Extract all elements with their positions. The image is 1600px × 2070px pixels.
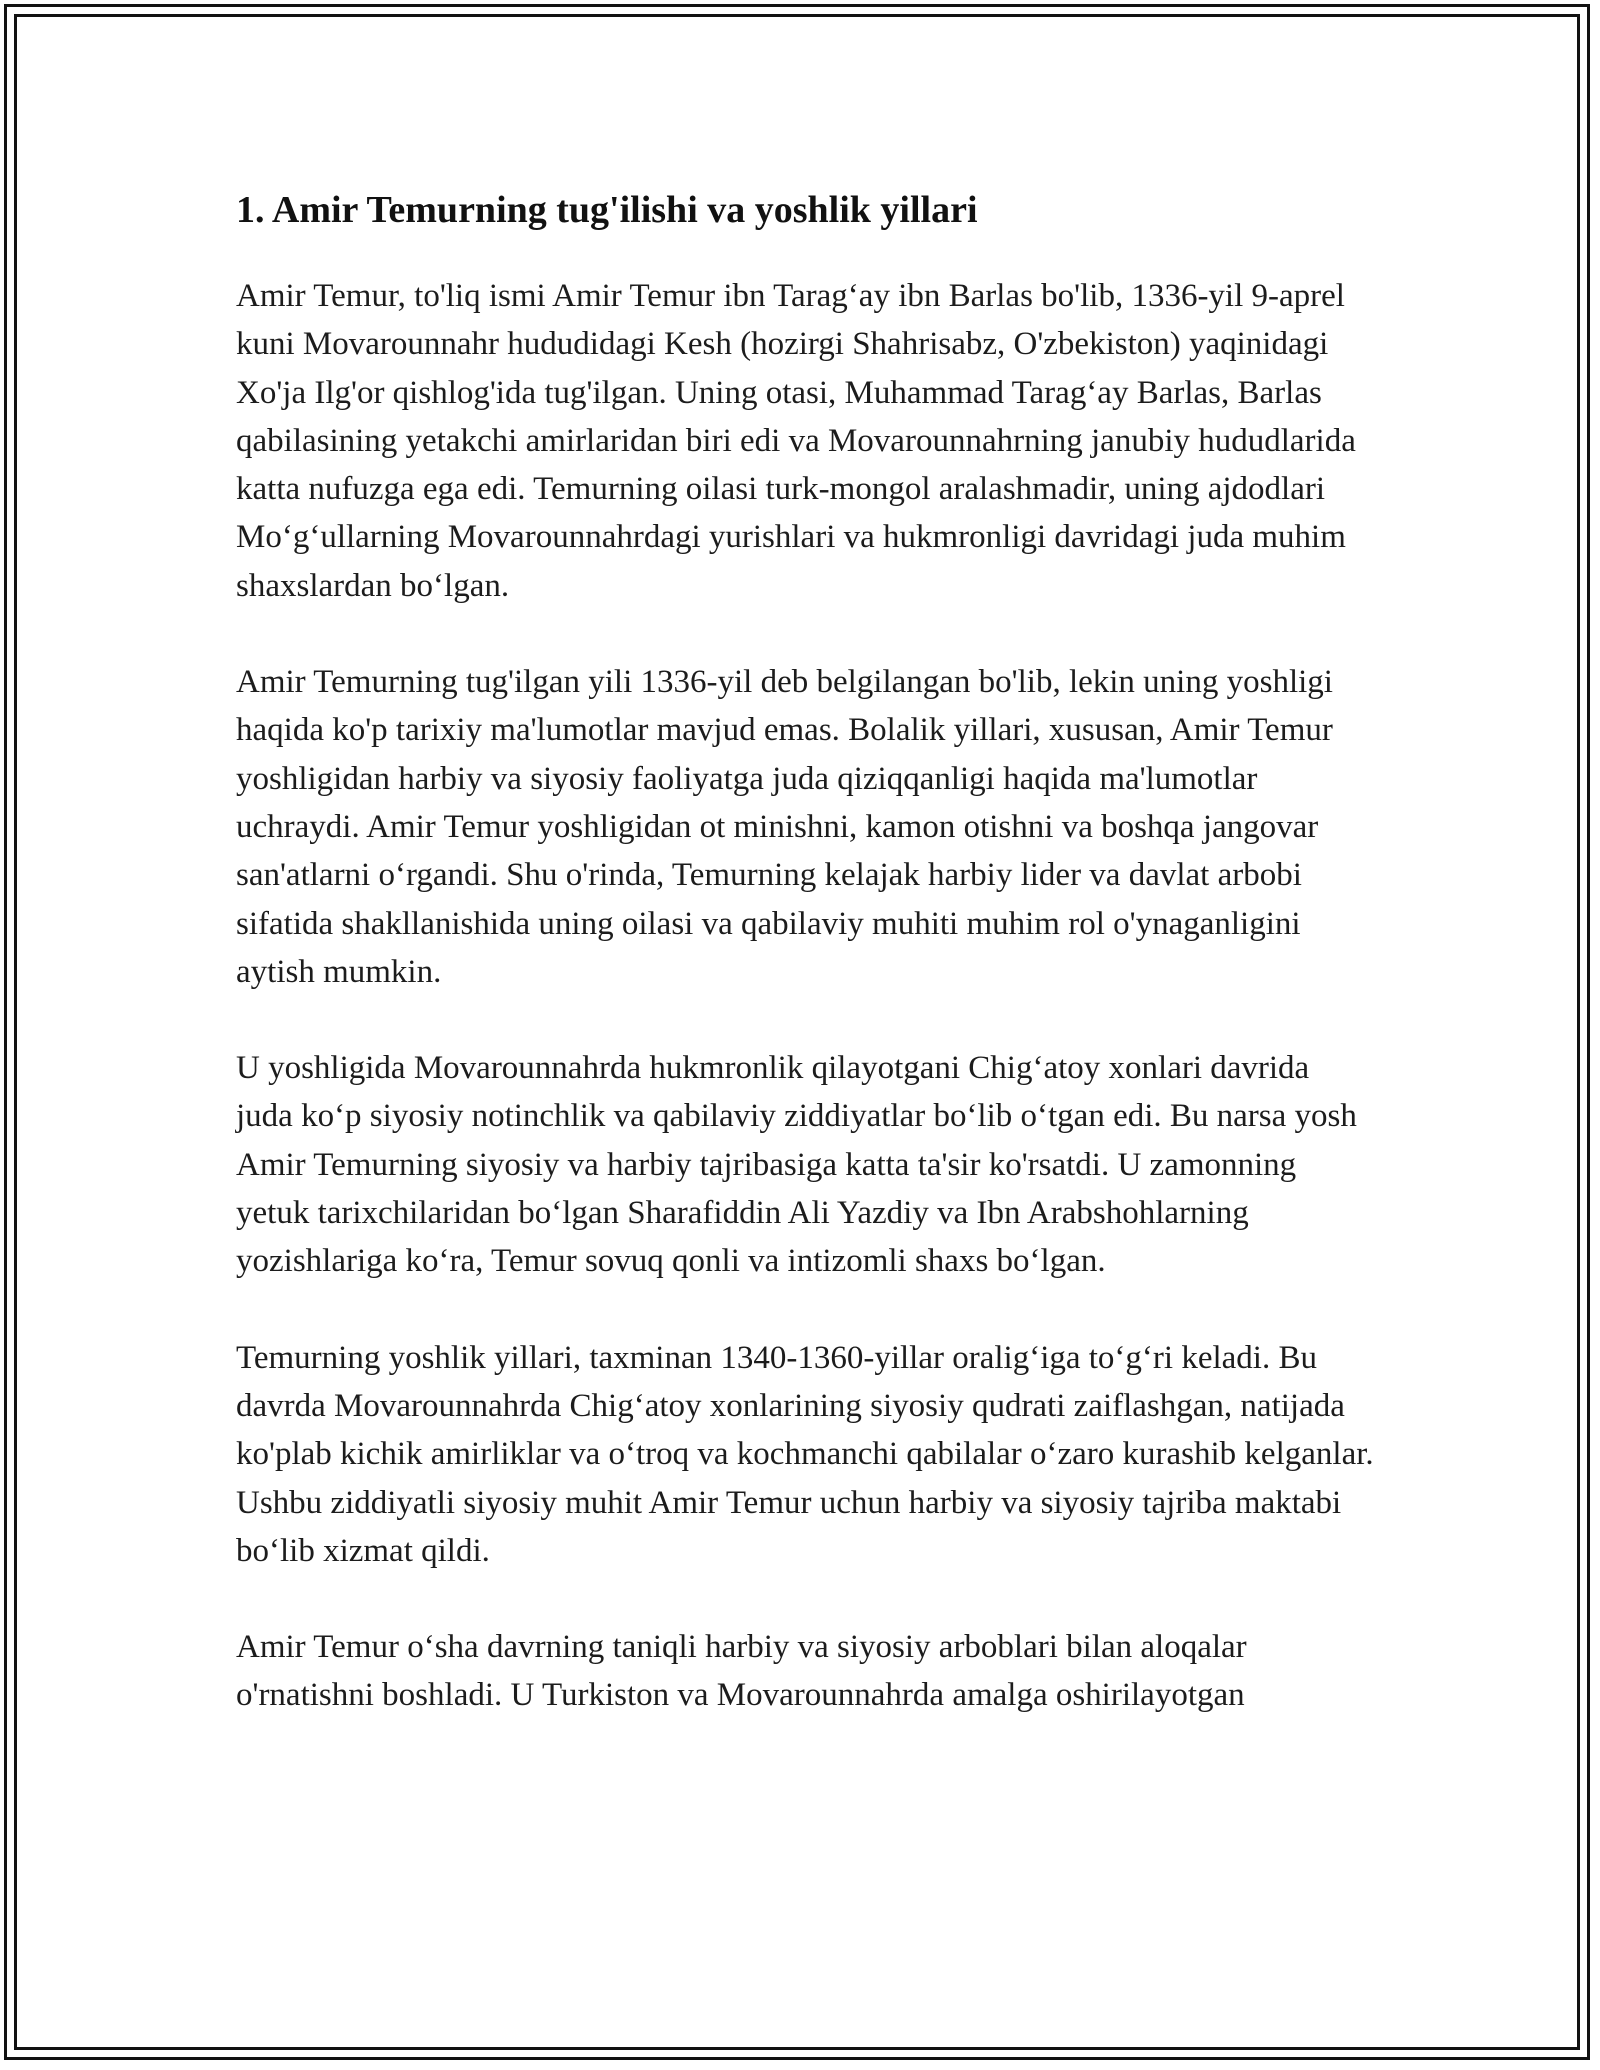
document-body (236, 186, 1374, 1720)
section-heading: 1. Amir Temurning tug'ilishi va yoshlik yillari (236, 189, 978, 231)
paragraph-connections: Amir Temur o‘sha davrning taniqli harbiy va siyosiy arboblari bilan aloqalar o'rnatishni boshladi. U Turkiston va Movarounnahrda amalga oshirilayotgan (236, 1629, 1247, 1714)
paragraph-political-context: U yoshligida Movarounnahrda hukmronlik qilayotgani Chig‘atoy xonlari davrida juda ko‘p siyosiy notinchlik va qabilaviy ziddiyatlar bo‘lib o‘tgan edi. Bu narsa yosh Amir Temurning siyosiy va harbiy tajribasiga katta ta'sir ko'rsatdi. U zamonning yetuk tarixchilaridan bo‘lgan Sharafiddin Ali Yazdiy va Ibn Arabshohlarning yozishlariga ko‘ra, Temur sovuq qonli va intizomli shaxs bo‘lgan. (236, 1050, 1357, 1280)
paragraph-youth-years: Temurning yoshlik yillari, taxminan 1340-1360-yillar oralig‘iga to‘g‘ri keladi. Bu davrda Movarounnahrda Chig‘atoy xonlarining siyosiy qudrati zaiflashgan, natijada ko'plab kichik amirliklar va o‘troq va kochmanchi qabilalar o‘zaro kurashib kelganlar. Ushbu ziddiyatli siyosiy muhit Amir Temur uchun harbiy va siyosiy tajriba maktabi bo‘lib xizmat qildi. (236, 1339, 1374, 1569)
paragraph-childhood: Amir Temurning tug'ilgan yili 1336-yil deb belgilangan bo'lib, lekin uning yoshligi haqida ko'p tarixiy ma'lumotlar mavjud emas. Bolalik yillari, xususan, Amir Temur yoshligidan harbiy va siyosiy faoliyatga juda qiziqqanligi haqida ma'lumotlar uchraydi. Amir Temur yoshligidan ot minishni, kamon otishni va boshqa jangovar san'atlarni o‘rgandi. Shu o'rinda, Temurning kelajak harbiy lider va davlat arbobi sifatida shakllanishida uning oilasi va qabilaviy muhiti muhim rol o'ynaganligini aytish mumkin. (236, 664, 1333, 990)
paragraph-birth: Amir Temur, to'liq ismi Amir Temur ibn Tarag‘ay ibn Barlas bo'lib, 1336-yil 9-aprel kuni Movarounnahr hududidagi Kesh (hozirgi Shahrisabz, O'zbekiston) yaqinidagi Xo'ja Ilg'or qishlog'ida tug'ilgan. Uning otasi, Muhammad Tarag‘ay Barlas, Barlas qabilasining yetakchi amirlaridan biri edi va Movarounnahrning janubiy hududlarida katta nufuzga ega edi. Temurning oilasi turk-mongol aralashmadir, uning ajdodlari Mo‘g‘ullarning Movarounnahrdagi yurishlari va hukmronligi davridagi juda muhim shaxslardan bo‘lgan. (236, 278, 1356, 604)
